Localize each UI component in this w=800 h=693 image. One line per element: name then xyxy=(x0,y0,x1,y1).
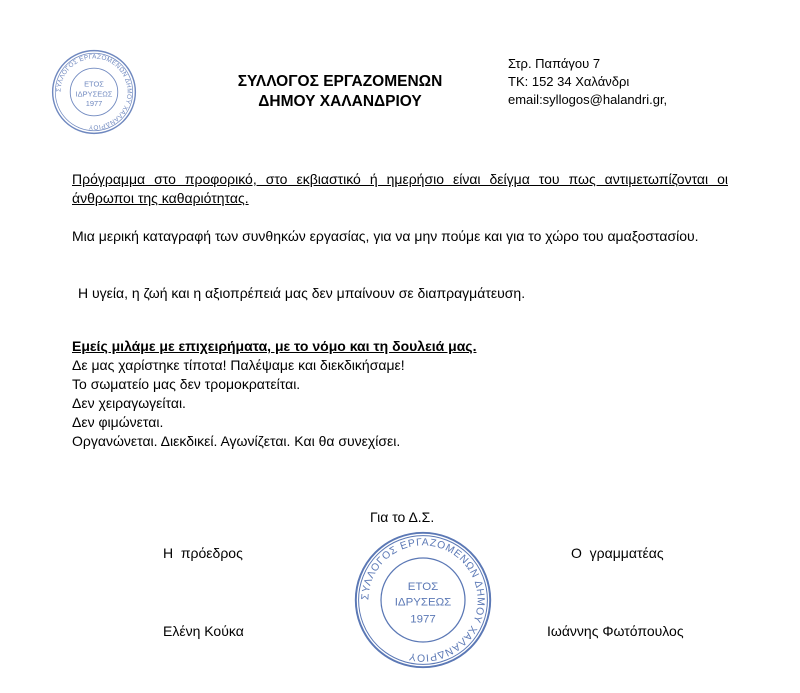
seal-center-line2: ΙΔΡΥΣΕΩΣ xyxy=(394,596,452,609)
statement-line: Δε μας χαρίστηκε τίποτα! Παλέψαμε και διεκδικήσαμε! xyxy=(72,357,405,373)
statement-line: Οργανώνεται. Διεκδικεί. Αγωνίζεται. Και θα συνεχίσει. xyxy=(72,433,401,449)
address-email: email:syllogos@halandri.gr, xyxy=(508,92,668,107)
secretary-name: Ιωάννης Φωτόπουλος xyxy=(547,623,684,639)
stamp-center-line2: ΙΔΡΥΣΕΩΣ xyxy=(75,89,113,99)
stamp-center-line1: ΕΤΟΣ xyxy=(84,79,104,89)
statement-line: Το σωματείο μας δεν τρομοκρατείται. xyxy=(72,376,301,392)
seal-ring-text: ΣΥΛΛΟΓΟΣ ΕΡΓΑΖΟΜΕΝΩΝ ΔΗΜΟΥ ΧΑΛΑΝΔΡΙΟΥ xyxy=(360,537,486,663)
stamp-ring-text: ΣΥΛΛΟΓΟΣ ΕΡΓΑΖΟΜΕΝΩΝ ΔΗΜΟΥ ΧΑΛΑΝΔΡΙΟΥ xyxy=(55,53,133,131)
for-board-label: Για το Δ.Σ. xyxy=(370,509,435,525)
organization-title-line2: ΔΗΜΟΥ ΧΑΛΑΝΔΡΙΟΥ xyxy=(258,93,422,110)
president-title: Η πρόεδρος xyxy=(163,545,243,561)
president-name: Ελένη Κούκα xyxy=(163,623,244,639)
seal-center-year: 1977 xyxy=(410,613,436,626)
organization-title-line1: ΣΥΛΛΟΓΟΣ ΕΡΓΑΖΟΜΕΝΩΝ xyxy=(237,73,443,90)
paragraph-conditions: Μια μερική καταγραφή των συνθηκών εργασίας, για να μην πούμε και για το χώρο του αμαξοστασίου. xyxy=(72,228,699,244)
statement-line: Δεν χειραγωγείται. xyxy=(72,395,186,411)
section-heading-text: Εμείς μιλάμε με επιχειρήματα, με το νόμο και τη δουλειά μας. xyxy=(72,338,477,354)
seal-center-line1: ΕΤΟΣ xyxy=(407,581,439,594)
address-block xyxy=(508,55,667,109)
section-heading xyxy=(72,337,728,356)
paragraph-dignity: Η υγεία, η ζωή και η αξιοπρέπειά μας δεν μπαίνουν σε διαπραγμάτευση. xyxy=(78,285,526,301)
stamp-seal xyxy=(353,530,493,670)
statement-list xyxy=(72,356,728,451)
organization-title xyxy=(190,72,490,112)
stamp-logo xyxy=(50,48,138,136)
address-city: ΤΚ: 152 34 Χαλάνδρι xyxy=(508,74,630,89)
secretary-title: Ο γραμματέας xyxy=(571,545,664,561)
statement-line: Δεν φιμώνεται. xyxy=(72,414,164,430)
paragraph-intro: Πρόγραμμα στο προφορικό, στο εκβιαστικό ή ημερήσιο είναι δείγμα του πως αντιμετωπίζονται οι άνθρωποι της καθαριότητας. xyxy=(72,171,728,206)
address-street: Στρ. Παπάγου 7 xyxy=(508,56,601,71)
stamp-center-year: 1977 xyxy=(85,99,103,109)
